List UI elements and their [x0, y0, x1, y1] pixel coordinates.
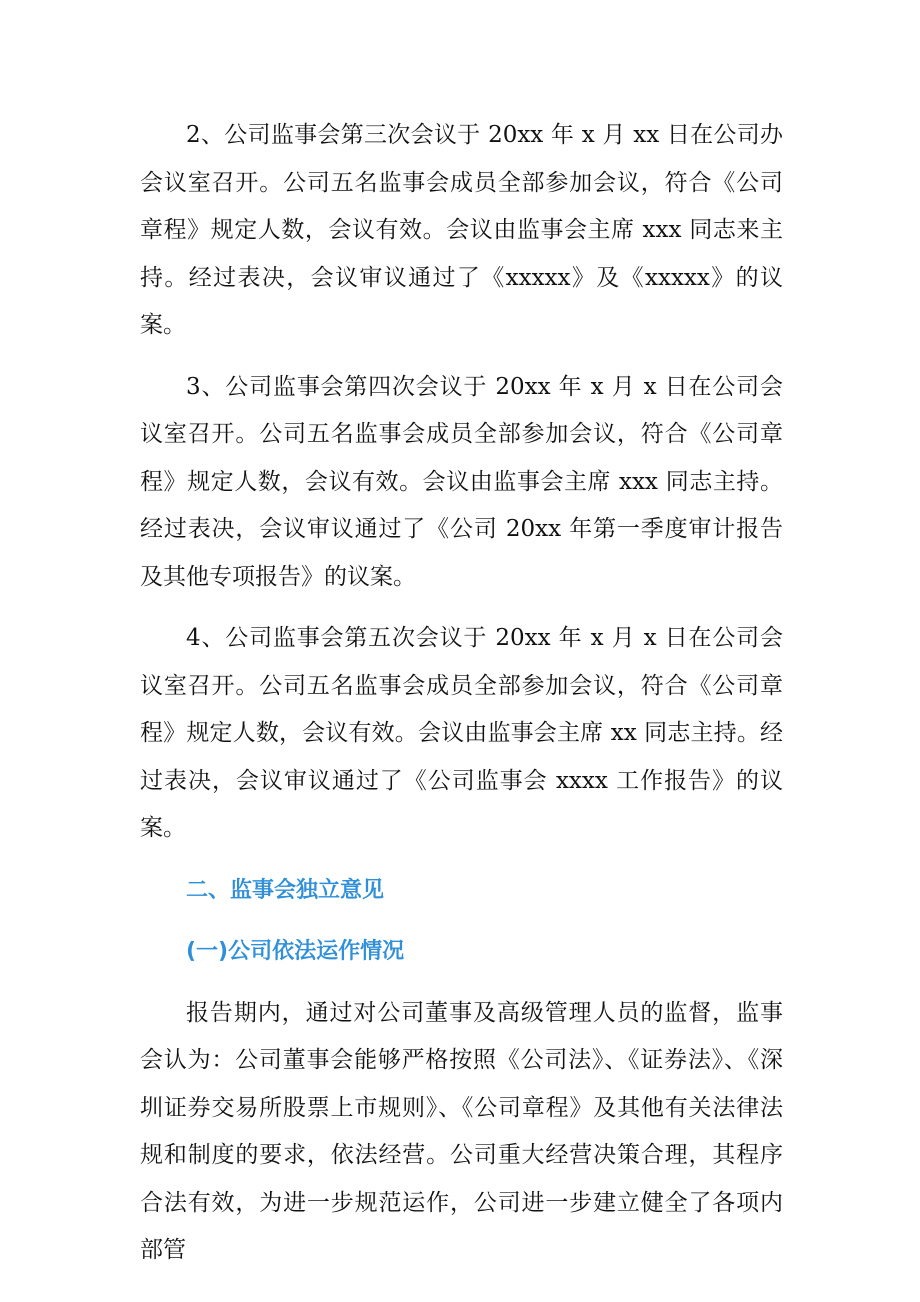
paragraph-meeting-4: 3、公司监事会第四次会议于 20xx 年 x 月 x 日在公司会议室召开。公司五名监事会成员全部参加会议，符合《公司章程》规定人数，会议有效。会议由监事会主席 xxx 同志主持。经过表决，会议审议通过了《公司 20xx 年第一季度审计报告及其他专项报告》的议案。	[140, 373, 783, 590]
paragraph-meeting-3: 2、公司监事会第三次会议于 20xx 年 x 月 xx 日在公司办会议室召开。公司五名监事会成员全部参加会议，符合《公司章程》规定人数，会议有效。会议由监事会主席 xxx 同志来主持。经过表决，会议审议通过了《xxxxx》及《xxxxx》的议案。	[140, 122, 783, 338]
paragraph-legal-operation: 报告期内，通过对公司董事及高级管理人员的监督，监事会认为：公司董事会能够严格按照《公司法》、《证券法》、《深圳证券交易所股票上市规则》、《公司章程》及其他有关法律法规和制度的要求，依法经营。公司重大经营决策合理，其程序合法有效，为进一步规范运作，公司进一步建立健全了各项内部管	[140, 999, 783, 1263]
subsection-heading-legal-operation: (一)公司依法运作情况	[186, 939, 405, 964]
document-body	[140, 112, 783, 1275]
paragraph-meeting-5: 4、公司监事会第五次会议于 20xx 年 x 月 x 日在公司会议室召开。公司五名监事会成员全部参加会议，符合《公司章程》规定人数，会议有效。会议由监事会主席 xx 同志主持。经过表决，会议审议通过了《公司监事会 xxxx 工作报告》的议案。	[140, 625, 783, 841]
section-heading-independent-opinion: 二、监事会独立意见	[186, 877, 385, 903]
